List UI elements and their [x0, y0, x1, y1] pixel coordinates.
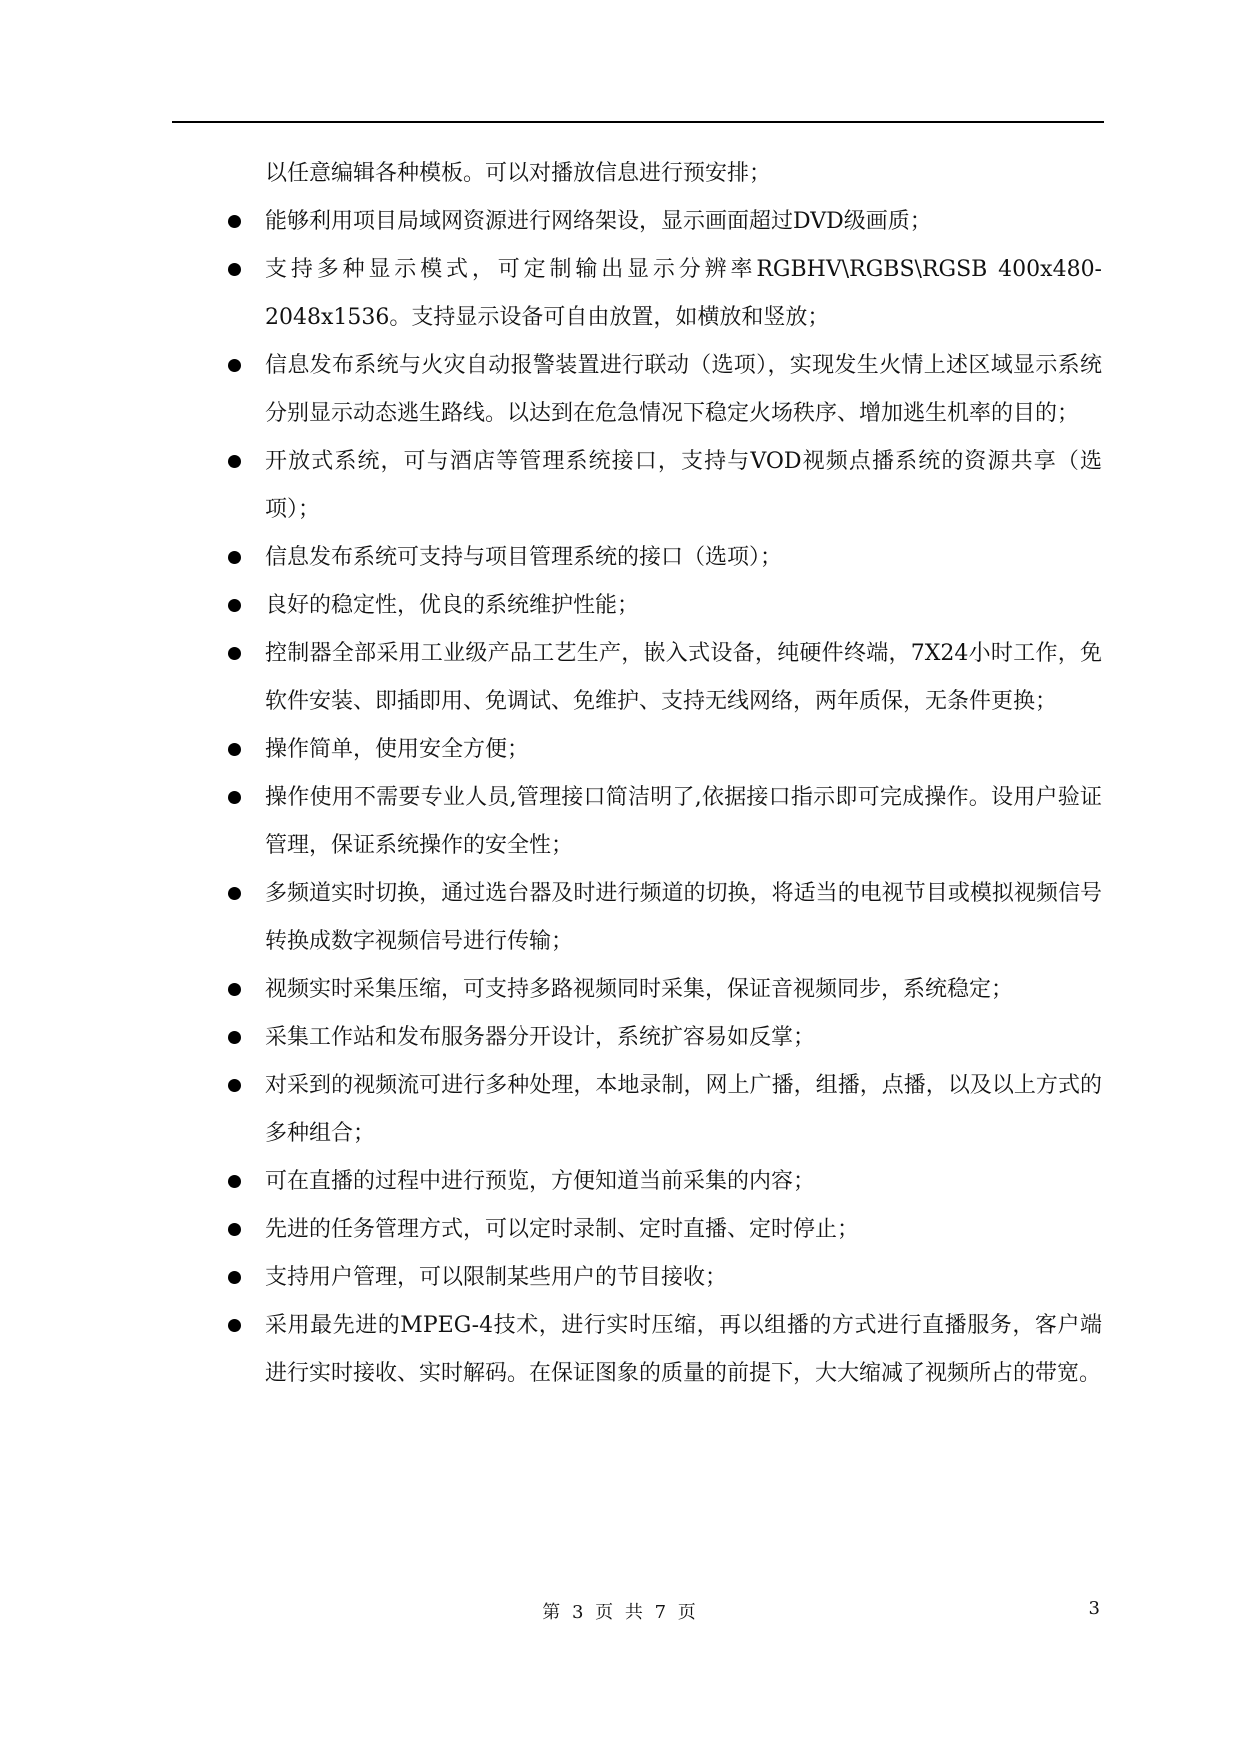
- list-item-text: 支持用户管理，可以限制某些用户的节目接收；: [265, 1265, 728, 1290]
- continuation-text: 以任意编辑各种模板。可以对播放信息进行预安排；: [265, 161, 772, 186]
- list-item-text: 对采到的视频流可进行多种处理，本地录制，网上广播，组播，点播，以及以上方式的多种组合；: [265, 1073, 1102, 1146]
- list-item-text: 采集工作站和发布服务器分开设计，系统扩容易如反掌；: [265, 1025, 816, 1050]
- list-item: [172, 1302, 1102, 1398]
- bullet-icon: [228, 263, 241, 276]
- list-item-text: 视频实时采集压缩，可支持多路视频同时采集，保证音视频同步，系统稳定；: [265, 977, 1014, 1002]
- bullet-icon: [228, 599, 241, 612]
- bullet-icon: [228, 743, 241, 756]
- bullet-icon: [228, 359, 241, 372]
- list-item-text: 采用最先进的MPEG-4技术，进行实时压缩，再以组播的方式进行直播服务，客户端进行实时接收、实时解码。在保证图象的质量的前提下，大大缩减了视频所占的带宽。: [265, 1313, 1102, 1386]
- list-item-text: 信息发布系统可支持与项目管理系统的接口（选项）；: [265, 545, 783, 570]
- list-item-text: 操作使用不需要专业人员,管理接口简洁明了,依据接口指示即可完成操作。设用户验证管理，保证系统操作的安全性；: [265, 785, 1102, 858]
- list-item: [172, 246, 1102, 342]
- bullet-icon: [228, 215, 241, 228]
- list-item: [172, 630, 1102, 726]
- document-body: [172, 150, 1102, 1398]
- bullet-icon: [228, 1079, 241, 1092]
- list-item-text: 操作简单，使用安全方便；: [265, 737, 530, 762]
- list-item: [172, 774, 1102, 870]
- list-item: [172, 198, 1102, 246]
- list-item: [172, 582, 1102, 630]
- bullet-icon: [228, 1319, 241, 1332]
- bullet-icon: [228, 1271, 241, 1284]
- list-item: [172, 870, 1102, 966]
- list-item-text: 控制器全部采用工业级产品工艺生产，嵌入式设备，纯硬件终端，7X24小时工作，免软件安装、即插即用、免调试、免维护、支持无线网络，两年质保，无条件更换；: [265, 641, 1102, 714]
- bullet-icon: [228, 887, 241, 900]
- list-item: [172, 726, 1102, 774]
- bullet-icon: [228, 1031, 241, 1044]
- list-item: [172, 438, 1102, 534]
- list-item: [172, 1158, 1102, 1206]
- list-item-text: 可在直播的过程中进行预览，方便知道当前采集的内容；: [265, 1169, 816, 1194]
- bullet-icon: [228, 983, 241, 996]
- list-item: [172, 1014, 1102, 1062]
- header-rule: [172, 121, 1104, 123]
- bullet-icon: [228, 455, 241, 468]
- list-item: [172, 1254, 1102, 1302]
- bullet-icon: [228, 551, 241, 564]
- list-item-text: 良好的稳定性，优良的系统维护性能；: [265, 593, 640, 618]
- list-item-text: 能够利用项目局域网资源进行网络架设，显示画面超过DVD级画质；: [265, 209, 932, 234]
- list-item: [172, 534, 1102, 582]
- bullet-icon: [228, 791, 241, 804]
- list-item: [172, 1206, 1102, 1254]
- bullet-icon: [228, 1223, 241, 1236]
- list-item: [172, 966, 1102, 1014]
- page-footer-label: 第 3 页 共 7 页: [542, 1602, 699, 1623]
- feature-list: [172, 198, 1102, 1398]
- list-item-text: 多频道实时切换，通过选台器及时进行频道的切换，将适当的电视节目或模拟视频信号转换成数字视频信号进行传输；: [265, 881, 1102, 954]
- list-item-text: 信息发布系统与火灾自动报警装置进行联动（选项），实现发生火情上述区域显示系统分别显示动态逃生路线。以达到在危急情况下稳定火场秩序、增加逃生机率的目的；: [265, 353, 1102, 426]
- list-item-text: 开放式系统，可与酒店等管理系统接口，支持与VOD视频点播系统的资源共享（选项）；: [265, 449, 1102, 522]
- bullet-icon: [228, 647, 241, 660]
- list-item-text: 支持多种显示模式，可定制输出显示分辨率RGBHV\RGBS\RGSB 400x480-2048x1536。支持显示设备可自由放置，如横放和竖放；: [265, 257, 1102, 330]
- page-number: 3: [1088, 1598, 1100, 1619]
- list-item: [172, 342, 1102, 438]
- bullet-icon: [228, 1175, 241, 1188]
- list-item: [172, 1062, 1102, 1158]
- list-item-text: 先进的任务管理方式，可以定时录制、定时直播、定时停止；: [265, 1217, 860, 1242]
